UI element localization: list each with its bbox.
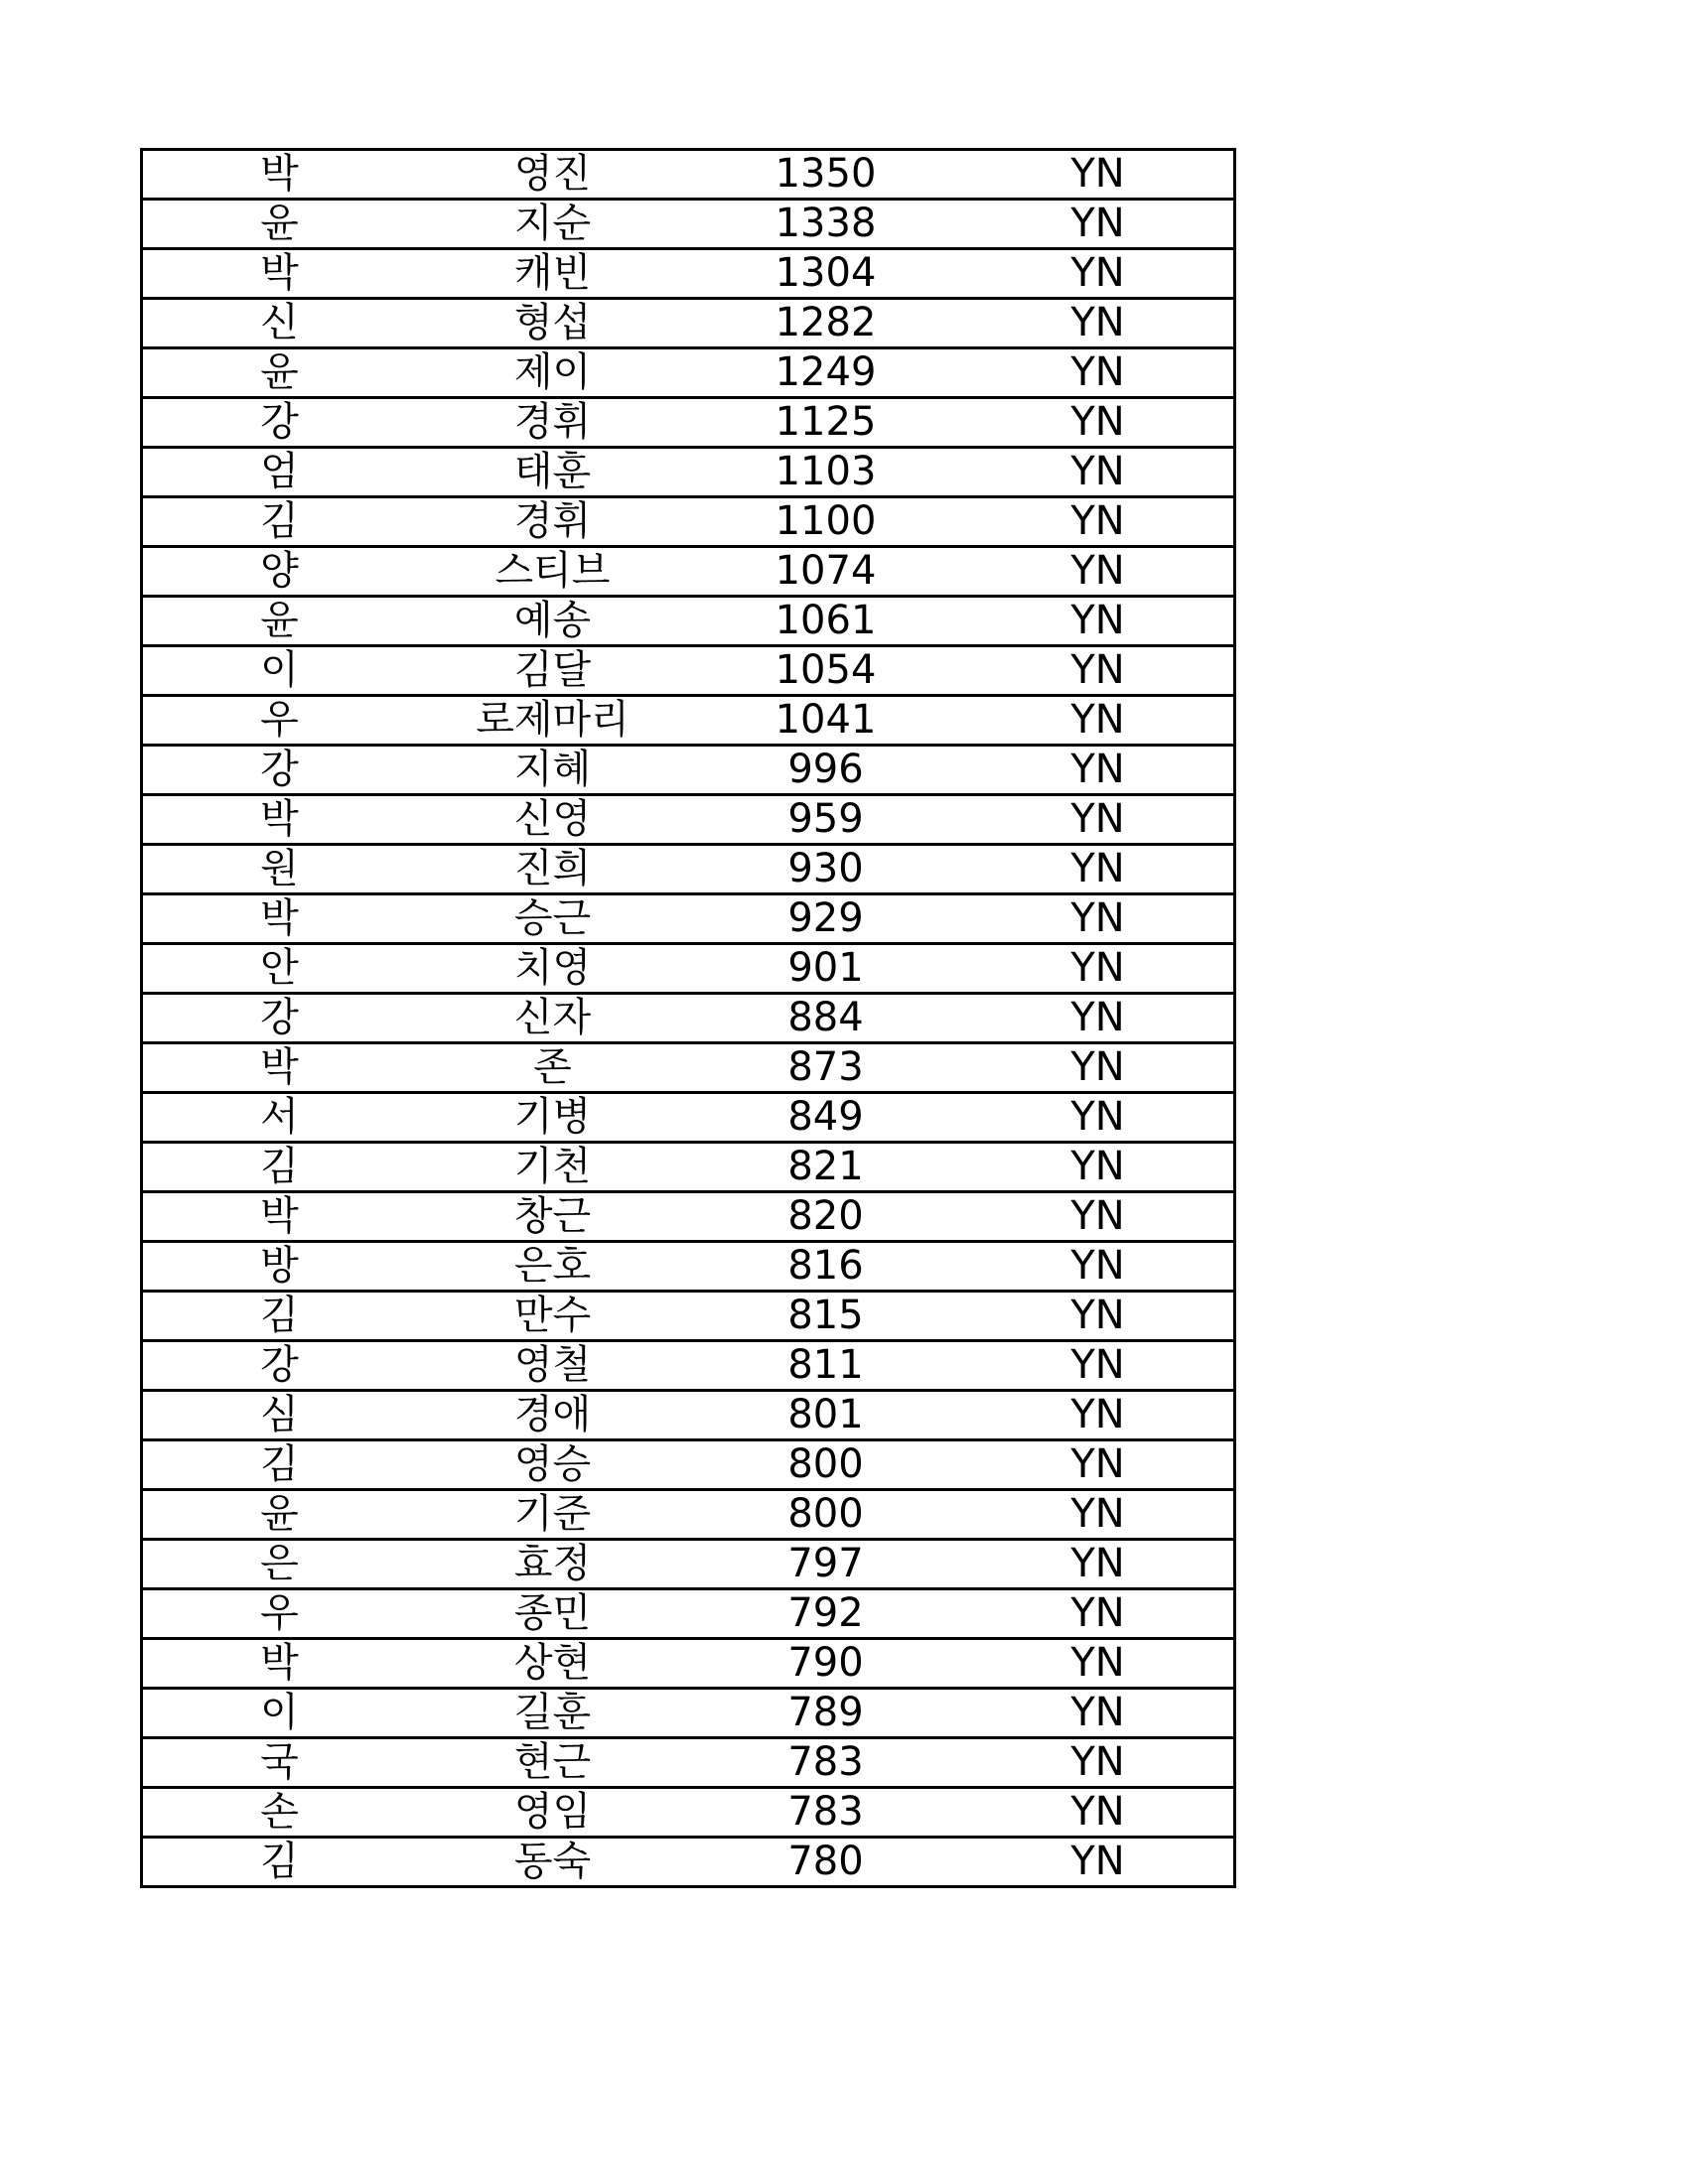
table-row — [142, 249, 1235, 299]
given-name-cell: 경휘 — [416, 497, 689, 547]
flag-cell: YN — [962, 1242, 1235, 1292]
surname-cell: 박 — [142, 1192, 417, 1242]
flag-cell: YN — [962, 497, 1235, 547]
surname-cell: 강 — [142, 746, 417, 795]
surname-cell: 심 — [142, 1391, 417, 1440]
table-row — [142, 1192, 1235, 1242]
flag-cell: YN — [962, 1043, 1235, 1093]
flag-cell: YN — [962, 597, 1235, 646]
flag-cell: YN — [962, 1143, 1235, 1192]
flag-cell: YN — [962, 1440, 1235, 1490]
flag-cell: YN — [962, 994, 1235, 1043]
given-name-cell: 지순 — [416, 200, 689, 249]
surname-cell: 엄 — [142, 448, 417, 497]
score-cell: 1054 — [689, 646, 962, 696]
flag-cell: YN — [962, 746, 1235, 795]
flag-cell: YN — [962, 1192, 1235, 1242]
surname-cell: 이 — [142, 1689, 417, 1738]
score-cell: 792 — [689, 1589, 962, 1639]
flag-cell: YN — [962, 1689, 1235, 1738]
flag-cell: YN — [962, 1341, 1235, 1391]
table-row — [142, 1788, 1235, 1838]
flag-cell: YN — [962, 249, 1235, 299]
flag-cell: YN — [962, 845, 1235, 894]
surname-cell: 김 — [142, 1292, 417, 1341]
score-cell: 783 — [689, 1738, 962, 1788]
surname-cell: 국 — [142, 1738, 417, 1788]
given-name-cell: 창근 — [416, 1192, 689, 1242]
score-cell: 873 — [689, 1043, 962, 1093]
given-name-cell: 동숙 — [416, 1838, 689, 1887]
surname-cell: 강 — [142, 994, 417, 1043]
table-row — [142, 150, 1235, 200]
surname-cell: 강 — [142, 1341, 417, 1391]
flag-cell: YN — [962, 200, 1235, 249]
flag-cell: YN — [962, 348, 1235, 398]
surname-cell: 우 — [142, 696, 417, 746]
given-name-cell: 신영 — [416, 795, 689, 845]
table-row — [142, 1838, 1235, 1887]
given-name-cell: 진희 — [416, 845, 689, 894]
given-name-cell: 기병 — [416, 1093, 689, 1143]
table-row — [142, 845, 1235, 894]
table-row — [142, 994, 1235, 1043]
surname-cell: 이 — [142, 646, 417, 696]
score-cell: 929 — [689, 894, 962, 944]
surname-cell: 박 — [142, 795, 417, 845]
table-row — [142, 1093, 1235, 1143]
flag-cell: YN — [962, 696, 1235, 746]
surname-cell: 김 — [142, 1838, 417, 1887]
surname-cell: 강 — [142, 398, 417, 448]
table-row — [142, 1292, 1235, 1341]
score-cell: 783 — [689, 1788, 962, 1838]
given-name-cell: 기천 — [416, 1143, 689, 1192]
table-row — [142, 1540, 1235, 1589]
score-cell: 815 — [689, 1292, 962, 1341]
score-cell: 800 — [689, 1490, 962, 1540]
score-cell: 801 — [689, 1391, 962, 1440]
given-name-cell: 영승 — [416, 1440, 689, 1490]
surname-cell: 박 — [142, 894, 417, 944]
score-cell: 959 — [689, 795, 962, 845]
surname-cell: 김 — [142, 497, 417, 547]
surname-cell: 양 — [142, 547, 417, 597]
given-name-cell: 신자 — [416, 994, 689, 1043]
score-cell: 901 — [689, 944, 962, 994]
table-row — [142, 398, 1235, 448]
score-cell: 780 — [689, 1838, 962, 1887]
score-cell: 811 — [689, 1341, 962, 1391]
score-cell: 1041 — [689, 696, 962, 746]
surname-cell: 윤 — [142, 348, 417, 398]
score-cell: 800 — [689, 1440, 962, 1490]
given-name-cell: 로제마리 — [416, 696, 689, 746]
surname-cell: 신 — [142, 299, 417, 348]
table-row — [142, 1440, 1235, 1490]
given-name-cell: 기준 — [416, 1490, 689, 1540]
given-name-cell: 존 — [416, 1043, 689, 1093]
given-name-cell: 승근 — [416, 894, 689, 944]
flag-cell: YN — [962, 795, 1235, 845]
given-name-cell: 길훈 — [416, 1689, 689, 1738]
score-cell: 789 — [689, 1689, 962, 1738]
roster-table — [140, 148, 1236, 1888]
flag-cell: YN — [962, 398, 1235, 448]
flag-cell: YN — [962, 1738, 1235, 1788]
score-cell: 1061 — [689, 597, 962, 646]
surname-cell: 윤 — [142, 597, 417, 646]
score-cell: 797 — [689, 1540, 962, 1589]
given-name-cell: 치영 — [416, 944, 689, 994]
flag-cell: YN — [962, 1589, 1235, 1639]
score-cell: 821 — [689, 1143, 962, 1192]
score-cell: 1304 — [689, 249, 962, 299]
score-cell: 849 — [689, 1093, 962, 1143]
roster-table-body — [142, 150, 1235, 1887]
score-cell: 790 — [689, 1639, 962, 1689]
table-row — [142, 1738, 1235, 1788]
table-row — [142, 1639, 1235, 1689]
flag-cell: YN — [962, 1292, 1235, 1341]
table-row — [142, 348, 1235, 398]
surname-cell: 원 — [142, 845, 417, 894]
given-name-cell: 제이 — [416, 348, 689, 398]
table-row — [142, 1341, 1235, 1391]
table-row — [142, 1043, 1235, 1093]
score-cell: 996 — [689, 746, 962, 795]
given-name-cell: 경휘 — [416, 398, 689, 448]
given-name-cell: 태훈 — [416, 448, 689, 497]
given-name-cell: 은호 — [416, 1242, 689, 1292]
flag-cell: YN — [962, 299, 1235, 348]
surname-cell: 안 — [142, 944, 417, 994]
flag-cell: YN — [962, 547, 1235, 597]
flag-cell: YN — [962, 1639, 1235, 1689]
given-name-cell: 상현 — [416, 1639, 689, 1689]
score-cell: 930 — [689, 845, 962, 894]
surname-cell: 박 — [142, 249, 417, 299]
given-name-cell: 영임 — [416, 1788, 689, 1838]
flag-cell: YN — [962, 1838, 1235, 1887]
table-row — [142, 894, 1235, 944]
score-cell: 1074 — [689, 547, 962, 597]
table-row — [142, 1143, 1235, 1192]
table-row — [142, 944, 1235, 994]
flag-cell: YN — [962, 1490, 1235, 1540]
given-name-cell: 김달 — [416, 646, 689, 696]
score-cell: 1249 — [689, 348, 962, 398]
surname-cell: 방 — [142, 1242, 417, 1292]
given-name-cell: 캐빈 — [416, 249, 689, 299]
given-name-cell: 경애 — [416, 1391, 689, 1440]
table-row — [142, 597, 1235, 646]
score-cell: 816 — [689, 1242, 962, 1292]
table-row — [142, 1589, 1235, 1639]
score-cell: 884 — [689, 994, 962, 1043]
table-row — [142, 746, 1235, 795]
given-name-cell: 형섭 — [416, 299, 689, 348]
table-row — [142, 299, 1235, 348]
given-name-cell: 종민 — [416, 1589, 689, 1639]
surname-cell: 은 — [142, 1540, 417, 1589]
table-row — [142, 1242, 1235, 1292]
score-cell: 1125 — [689, 398, 962, 448]
given-name-cell: 효정 — [416, 1540, 689, 1589]
table-row — [142, 1490, 1235, 1540]
score-cell: 820 — [689, 1192, 962, 1242]
surname-cell: 윤 — [142, 1490, 417, 1540]
flag-cell: YN — [962, 646, 1235, 696]
score-cell: 1103 — [689, 448, 962, 497]
flag-cell: YN — [962, 1788, 1235, 1838]
flag-cell: YN — [962, 150, 1235, 200]
given-name-cell: 현근 — [416, 1738, 689, 1788]
table-row — [142, 696, 1235, 746]
flag-cell: YN — [962, 1391, 1235, 1440]
given-name-cell: 영철 — [416, 1341, 689, 1391]
flag-cell: YN — [962, 894, 1235, 944]
score-cell: 1282 — [689, 299, 962, 348]
table-row — [142, 200, 1235, 249]
surname-cell: 윤 — [142, 200, 417, 249]
table-row — [142, 795, 1235, 845]
given-name-cell: 만수 — [416, 1292, 689, 1341]
table-row — [142, 1391, 1235, 1440]
given-name-cell: 예송 — [416, 597, 689, 646]
given-name-cell: 지혜 — [416, 746, 689, 795]
surname-cell: 우 — [142, 1589, 417, 1639]
table-row — [142, 646, 1235, 696]
score-cell: 1338 — [689, 200, 962, 249]
flag-cell: YN — [962, 1540, 1235, 1589]
score-cell: 1100 — [689, 497, 962, 547]
flag-cell: YN — [962, 1093, 1235, 1143]
flag-cell: YN — [962, 448, 1235, 497]
table-row — [142, 497, 1235, 547]
table-row — [142, 1689, 1235, 1738]
surname-cell: 김 — [142, 1440, 417, 1490]
surname-cell: 서 — [142, 1093, 417, 1143]
surname-cell: 박 — [142, 150, 417, 200]
flag-cell: YN — [962, 944, 1235, 994]
given-name-cell: 영진 — [416, 150, 689, 200]
surname-cell: 박 — [142, 1043, 417, 1093]
surname-cell: 박 — [142, 1639, 417, 1689]
surname-cell: 김 — [142, 1143, 417, 1192]
table-row — [142, 547, 1235, 597]
score-cell: 1350 — [689, 150, 962, 200]
surname-cell: 손 — [142, 1788, 417, 1838]
table-row — [142, 448, 1235, 497]
given-name-cell: 스티브 — [416, 547, 689, 597]
